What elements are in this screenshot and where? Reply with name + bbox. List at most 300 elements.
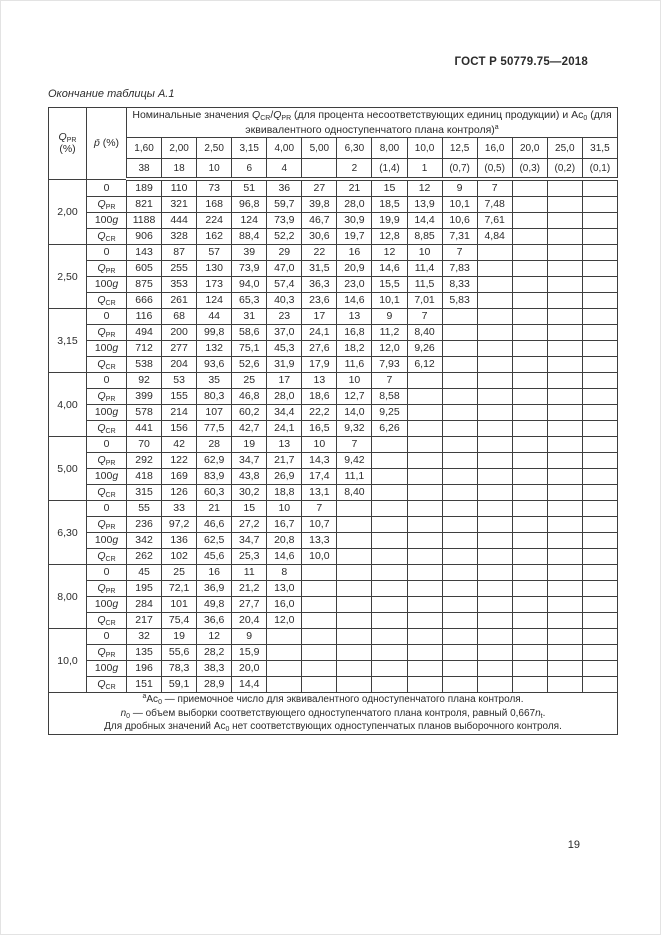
data-cell: 122	[162, 453, 197, 469]
data-cell	[372, 613, 407, 629]
data-cell: 23,0	[337, 277, 372, 293]
data-cell: 4,84	[477, 229, 512, 245]
data-cell	[547, 277, 582, 293]
data-cell	[407, 581, 442, 597]
data-cell: 10,0	[302, 549, 337, 565]
data-cell: 10	[267, 501, 302, 517]
data-cell: 666	[127, 293, 162, 309]
data-cell: 6,26	[372, 421, 407, 437]
data-cell	[372, 661, 407, 677]
data-cell	[477, 373, 512, 389]
data-cell: 9	[232, 629, 267, 645]
data-cell: 68	[162, 309, 197, 325]
data-cell: 156	[162, 421, 197, 437]
data-cell: 5,83	[442, 293, 477, 309]
data-cell	[477, 389, 512, 405]
data-cell: 34,4	[267, 405, 302, 421]
nominal-value-cell: 1,60	[127, 138, 162, 159]
data-cell	[547, 565, 582, 581]
data-cell	[512, 453, 547, 469]
data-cell: 10	[302, 437, 337, 453]
data-cell: 444	[162, 213, 197, 229]
data-cell	[337, 549, 372, 565]
data-cell: 7,48	[477, 197, 512, 213]
table-row	[49, 645, 618, 661]
data-cell: 16,0	[267, 597, 302, 613]
data-cell	[582, 661, 617, 677]
data-cell	[582, 229, 617, 245]
data-cell	[547, 549, 582, 565]
data-cell	[442, 629, 477, 645]
qpr-group-value: 3,15	[49, 309, 87, 373]
data-cell	[477, 357, 512, 373]
data-cell	[442, 389, 477, 405]
data-cell	[582, 645, 617, 661]
data-cell: 7,61	[477, 213, 512, 229]
table-row	[49, 277, 618, 293]
data-cell: 28,2	[197, 645, 232, 661]
data-cell: 16,7	[267, 517, 302, 533]
row-label: 100g	[87, 405, 127, 421]
data-cell	[302, 613, 337, 629]
data-cell: 196	[127, 661, 162, 677]
data-cell	[547, 677, 582, 693]
data-cell: 173	[197, 277, 232, 293]
data-cell	[407, 565, 442, 581]
data-cell: 494	[127, 325, 162, 341]
data-cell: 72,1	[162, 581, 197, 597]
data-cell: 52,2	[267, 229, 302, 245]
data-cell: 46,8	[232, 389, 267, 405]
data-cell: 37,0	[267, 325, 302, 341]
data-cell	[582, 213, 617, 229]
data-cell: 97,2	[162, 517, 197, 533]
data-cell	[582, 517, 617, 533]
data-cell: 19	[232, 437, 267, 453]
data-cell	[337, 677, 372, 693]
qpr-group-value: 6,30	[49, 501, 87, 565]
data-cell	[477, 533, 512, 549]
data-cell	[582, 389, 617, 405]
data-cell: 13,1	[302, 485, 337, 501]
data-cell: 21,2	[232, 581, 267, 597]
data-cell	[547, 389, 582, 405]
data-cell	[442, 405, 477, 421]
row-label: 0	[87, 245, 127, 261]
data-cell: 12,8	[372, 229, 407, 245]
row-label: $Q_{PR}$	[87, 581, 127, 597]
data-cell: 46,6	[197, 517, 232, 533]
data-cell: 18,6	[302, 389, 337, 405]
data-cell	[547, 517, 582, 533]
data-cell	[337, 661, 372, 677]
data-cell: 13	[337, 309, 372, 325]
data-cell	[267, 677, 302, 693]
data-cell: 7	[372, 373, 407, 389]
data-cell: 25	[162, 565, 197, 581]
data-cell: 43,8	[232, 469, 267, 485]
data-cell	[547, 325, 582, 341]
data-cell	[582, 293, 617, 309]
data-cell: 27	[302, 179, 337, 197]
data-cell	[477, 517, 512, 533]
data-cell	[477, 325, 512, 341]
data-cell: 8,33	[442, 277, 477, 293]
data-cell: 52,6	[232, 357, 267, 373]
data-cell: 39	[232, 245, 267, 261]
data-cell: 73,9	[232, 261, 267, 277]
data-cell	[582, 341, 617, 357]
data-cell: 83,9	[197, 469, 232, 485]
row-label: $Q_{PR}$	[87, 197, 127, 213]
data-cell	[477, 597, 512, 613]
data-cell: 23,6	[302, 293, 337, 309]
data-cell: 9,26	[407, 341, 442, 357]
data-cell	[407, 613, 442, 629]
data-cell	[547, 197, 582, 213]
row-label: $Q_{CR}$	[87, 229, 127, 245]
data-cell	[407, 517, 442, 533]
data-cell: 284	[127, 597, 162, 613]
page-number: 19	[567, 839, 580, 851]
data-cell	[547, 261, 582, 277]
data-cell: 321	[162, 197, 197, 213]
data-cell: 8,40	[337, 485, 372, 501]
data-cell	[547, 581, 582, 597]
ac0-value-cell: 6	[232, 159, 267, 180]
data-cell: 45	[127, 565, 162, 581]
nominal-value-cell: 12,5	[442, 138, 477, 159]
nominal-value-cell: 2,50	[197, 138, 232, 159]
data-cell	[512, 677, 547, 693]
row-label: $Q_{PR}$	[87, 325, 127, 341]
data-cell	[337, 517, 372, 533]
footnote-line: Для дробных значений $Ac_0$ нет соответствующих одноступенчатых планов выборочного контроля.	[104, 721, 562, 734]
qpr-group-value: 4,00	[49, 373, 87, 437]
row-label: $Q_{CR}$	[87, 677, 127, 693]
row-label: 100g	[87, 597, 127, 613]
data-cell: 60,2	[232, 405, 267, 421]
data-cell: 45,3	[267, 341, 302, 357]
nominal-span-header: Номинальные значения $Q_{CR}/Q_{PR}$ (для процента несоответствующих единиц продукции) и $Ac_0$ (для эквивалентного одноступенчатого плана контроля)$^a$	[127, 108, 618, 138]
data-cell	[547, 229, 582, 245]
data-cell	[407, 453, 442, 469]
data-cell: 53	[162, 373, 197, 389]
data-cell: 10,1	[442, 197, 477, 213]
nominal-value-cell: 16,0	[477, 138, 512, 159]
data-cell	[547, 309, 582, 325]
data-cell: 19,9	[372, 213, 407, 229]
footnotes	[49, 693, 618, 735]
data-cell: 28,0	[337, 197, 372, 213]
table-row	[49, 373, 618, 389]
data-cell: 116	[127, 309, 162, 325]
qpr-group-value: 2,50	[49, 245, 87, 309]
data-cell: 236	[127, 517, 162, 533]
data-cell: 16	[197, 565, 232, 581]
data-cell	[442, 597, 477, 613]
data-cell: 18,5	[372, 197, 407, 213]
data-cell: 13	[267, 437, 302, 453]
data-cell	[582, 629, 617, 645]
data-cell	[407, 661, 442, 677]
data-cell: 107	[197, 405, 232, 421]
data-cell	[582, 565, 617, 581]
data-cell: 214	[162, 405, 197, 421]
data-cell: 124	[197, 293, 232, 309]
data-cell	[512, 533, 547, 549]
data-cell	[512, 469, 547, 485]
data-cell: 11,2	[372, 325, 407, 341]
data-cell: 16	[337, 245, 372, 261]
data-cell: 12	[197, 629, 232, 645]
data-cell	[442, 565, 477, 581]
data-cell: 9	[372, 309, 407, 325]
data-cell	[512, 373, 547, 389]
data-cell	[512, 581, 547, 597]
nominal-value-cell: 20,0	[512, 138, 547, 159]
table-row	[49, 213, 618, 229]
ac0-value-cell: (1,4)	[372, 159, 407, 180]
data-cell	[337, 613, 372, 629]
data-cell	[582, 245, 617, 261]
table-row	[49, 405, 618, 421]
data-cell: 875	[127, 277, 162, 293]
footnote-line: $^aAc_0$ — приемочное число для эквивалентного одноступенчатого плана контроля.	[142, 693, 524, 707]
data-cell: 1188	[127, 213, 162, 229]
data-cell: 35	[197, 373, 232, 389]
data-cell: 51	[232, 179, 267, 197]
data-cell	[512, 341, 547, 357]
data-cell: 30,9	[337, 213, 372, 229]
data-cell: 16,8	[337, 325, 372, 341]
data-cell: 14,0	[337, 405, 372, 421]
data-cell	[582, 581, 617, 597]
data-cell: 92	[127, 373, 162, 389]
data-cell	[547, 645, 582, 661]
data-cell	[512, 501, 547, 517]
data-cell	[547, 293, 582, 309]
data-cell: 17,9	[302, 357, 337, 373]
data-cell	[512, 325, 547, 341]
data-cell	[442, 341, 477, 357]
data-cell: 7	[442, 245, 477, 261]
data-cell: 9	[442, 179, 477, 197]
ac0-value-cell: (0,7)	[442, 159, 477, 180]
data-cell	[512, 213, 547, 229]
data-cell: 38,3	[197, 661, 232, 677]
data-cell: 418	[127, 469, 162, 485]
data-cell: 39,8	[302, 197, 337, 213]
data-cell	[547, 629, 582, 645]
data-cell: 130	[197, 261, 232, 277]
data-cell	[372, 629, 407, 645]
data-cell: 8	[267, 565, 302, 581]
data-cell	[582, 421, 617, 437]
data-cell: 21,7	[267, 453, 302, 469]
table-row	[49, 485, 618, 501]
data-cell: 151	[127, 677, 162, 693]
data-cell	[407, 597, 442, 613]
data-cell: 7	[477, 179, 512, 197]
table-row	[49, 261, 618, 277]
data-cell: 17,4	[302, 469, 337, 485]
data-cell	[337, 629, 372, 645]
data-cell	[302, 597, 337, 613]
data-cell	[372, 453, 407, 469]
data-cell	[442, 453, 477, 469]
data-cell: 399	[127, 389, 162, 405]
data-cell: 124	[232, 213, 267, 229]
data-cell: 538	[127, 357, 162, 373]
table-row	[49, 437, 618, 453]
data-cell	[512, 437, 547, 453]
row-label: 0	[87, 565, 127, 581]
data-cell: 77,5	[197, 421, 232, 437]
data-cell	[582, 357, 617, 373]
data-cell: 36	[267, 179, 302, 197]
data-cell	[477, 405, 512, 421]
data-cell: 20,9	[337, 261, 372, 277]
data-cell: 8,85	[407, 229, 442, 245]
data-cell	[547, 373, 582, 389]
data-cell	[337, 597, 372, 613]
table-row	[49, 581, 618, 597]
data-cell	[582, 549, 617, 565]
data-cell	[407, 421, 442, 437]
data-cell: 58,6	[232, 325, 267, 341]
data-cell	[512, 357, 547, 373]
data-cell: 12,7	[337, 389, 372, 405]
data-cell	[407, 437, 442, 453]
data-cell	[477, 677, 512, 693]
data-cell	[512, 661, 547, 677]
data-cell	[512, 597, 547, 613]
data-cell	[407, 373, 442, 389]
data-cell	[442, 501, 477, 517]
data-cell	[547, 501, 582, 517]
data-cell: 906	[127, 229, 162, 245]
data-cell	[477, 277, 512, 293]
table-row	[49, 517, 618, 533]
data-cell	[407, 469, 442, 485]
data-cell	[582, 405, 617, 421]
data-cell: 32	[127, 629, 162, 645]
data-cell: 261	[162, 293, 197, 309]
data-cell	[407, 533, 442, 549]
data-cell: 135	[127, 645, 162, 661]
pbar-col-header: p̄ (%)	[87, 108, 127, 180]
data-cell	[547, 341, 582, 357]
data-cell: 15	[372, 179, 407, 197]
data-cell: 7,83	[442, 261, 477, 277]
data-cell: 30,6	[302, 229, 337, 245]
data-cell	[477, 613, 512, 629]
data-cell: 12,0	[372, 341, 407, 357]
data-cell: 8,40	[407, 325, 442, 341]
data-cell	[442, 645, 477, 661]
data-cell	[582, 197, 617, 213]
data-cell: 126	[162, 485, 197, 501]
data-cell	[477, 469, 512, 485]
table-row	[49, 613, 618, 629]
ac0-value-cell: 18	[162, 159, 197, 180]
data-cell	[512, 179, 547, 197]
data-cell: 255	[162, 261, 197, 277]
data-cell: 292	[127, 453, 162, 469]
data-cell: 7	[337, 437, 372, 453]
data-cell: 14,4	[232, 677, 267, 693]
data-cell: 9,25	[372, 405, 407, 421]
data-cell	[372, 469, 407, 485]
data-cell: 14,6	[372, 261, 407, 277]
data-cell: 19	[162, 629, 197, 645]
data-cell	[442, 325, 477, 341]
data-cell	[512, 613, 547, 629]
table-header	[49, 108, 618, 180]
data-cell: 22,2	[302, 405, 337, 421]
ac0-value-cell: 2	[337, 159, 372, 180]
data-cell	[477, 501, 512, 517]
qpr-group-value: 8,00	[49, 565, 87, 629]
data-cell: 24,1	[302, 325, 337, 341]
data-cell	[477, 565, 512, 581]
data-cell: 99,8	[197, 325, 232, 341]
data-cell: 46,7	[302, 213, 337, 229]
table-row	[49, 565, 618, 581]
data-cell	[372, 565, 407, 581]
table-row	[49, 389, 618, 405]
row-label: $Q_{CR}$	[87, 485, 127, 501]
data-cell	[442, 373, 477, 389]
nominal-value-cell: 3,15	[232, 138, 267, 159]
data-cell	[337, 581, 372, 597]
ac0-value-cell: 4	[267, 159, 302, 180]
data-cell: 262	[127, 549, 162, 565]
data-cell: 353	[162, 277, 197, 293]
data-cell	[582, 325, 617, 341]
data-cell: 14,4	[407, 213, 442, 229]
data-cell	[407, 677, 442, 693]
ac0-value-cell	[302, 159, 337, 180]
data-cell: 47,0	[267, 261, 302, 277]
data-cell	[547, 357, 582, 373]
data-cell: 20,0	[232, 661, 267, 677]
table-row	[49, 309, 618, 325]
data-cell: 96,8	[232, 197, 267, 213]
data-cell: 7,01	[407, 293, 442, 309]
data-cell	[582, 501, 617, 517]
qpr-group-value: 5,00	[49, 437, 87, 501]
data-cell	[512, 293, 547, 309]
nominal-value-cell: 25,0	[547, 138, 582, 159]
data-cell: 204	[162, 357, 197, 373]
data-cell	[407, 549, 442, 565]
data-cell: 20,8	[267, 533, 302, 549]
data-cell: 44	[197, 309, 232, 325]
data-cell	[372, 437, 407, 453]
data-cell: 712	[127, 341, 162, 357]
data-cell: 88,4	[232, 229, 267, 245]
data-cell	[512, 245, 547, 261]
data-cell	[582, 437, 617, 453]
data-cell	[477, 245, 512, 261]
table-row	[49, 661, 618, 677]
data-cell	[477, 309, 512, 325]
data-cell: 42,7	[232, 421, 267, 437]
data-cell: 14,6	[267, 549, 302, 565]
data-cell: 217	[127, 613, 162, 629]
